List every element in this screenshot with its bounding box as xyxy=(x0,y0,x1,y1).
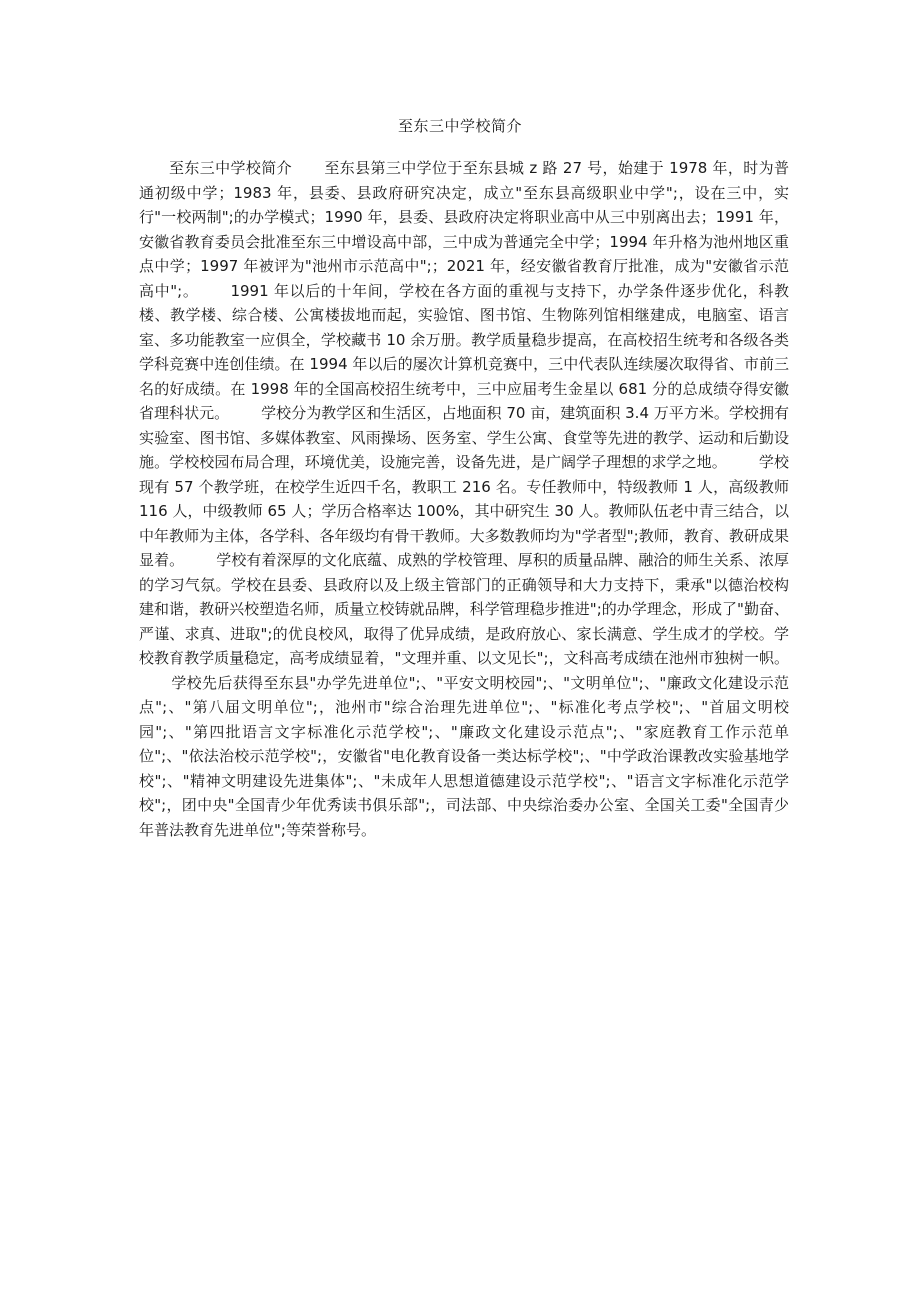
paragraph-campus: 学校分为教学区和生活区，占地面积 70 亩，建筑面积 3.4 万平方米。学校拥有实验室、图书馆、多媒体教室、风雨操场、医务室、学生公寓、食堂等先进的教学、运动和后勤设施。学校校园布局合理，环境优美，设施完善，设备先进，是广阔学子理想的求学之地。 xyxy=(139,404,789,471)
paragraph-development: 1991 年以后的十年间，学校在各方面的重视与支持下，办学条件逐步优化，科教楼、教学楼、综合楼、公寓楼拔地而起，实验馆、图书馆、生物陈列馆相继建成，电脑室、语言室、多功能教室一应俱全，学校藏书 10 余万册。教学质量稳步提高，在高校招生统考和各级各类学科竞赛中连创佳绩。在 1994 年以后的屡次计算机竞赛中，三中代表队连续屡次取得省、市前三名的好成绩。在 1998 年的全国高校招生统考中，三中应届考生金星以 681 分的总成绩夺得安徽省理科状元。 xyxy=(139,281,789,422)
paragraph-culture: 学校有着深厚的文化底蕴、成熟的学校管理、厚积的质量品牌、融洽的师生关系、浓厚的学习气氛。学校在县委、县政府以及上级主管部门的正确领导和大力支持下，秉承"以德治校构建和谐，教研兴校塑造名师，质量立校铸就品牌，科学管理稳步推进";的办学理念，形成了"勤奋、严谨、求真、进取";的优良校风，取得了优异成绩，是政府放心、家长满意、学生成才的学校。学校教育教学质量稳定，高考成绩显着，"文理并重、以文见长";，文科高考成绩在池州市独树一帜。 xyxy=(139,551,789,667)
intro-heading: 至东三中学校简介 xyxy=(169,159,292,177)
document-title: 至东三中学校简介 xyxy=(397,117,522,135)
paragraph-staff: 学校现有 57 个教学班，在校学生近四千名，教职工 216 名。专任教师中，特级教师 1 人，高级教师 116 人，中级教师 65 人；学历合格率达 100%，其中研究生 30 人。教师队伍老中青三结合，以中年教师为主体，各学科、各年级均有骨干教师。大多数教师均为"学者型";教师，教育、教研成果显着。 xyxy=(139,453,789,569)
paragraph-honors: 学校先后获得至东县"办学先进单位";、"平安文明校园";、"文明单位";、"廉政文化建设示范点";、"第八届文明单位";，池州市"综合治理先进单位";、"标准化考点学校";、"首届文明校园";、"第四批语言文字标准化示范学校";、"廉政文化建设示范点";、"家庭教育工作示范单位";、"依法治校示范学校";，安徽省"电化教育设备一类达标学校";、"中学政治课教改实验基地学校";、"精神文明建设先进集体";、"未成年人思想道德建设示范学校";、"语言文字标准化示范学校";，团中央"全国青少年优秀读书俱乐部";，司法部、中央综治委办公室、全国关工委"全国青少年普法教育先进单位";等荣誉称号。 xyxy=(139,673,789,839)
document-body xyxy=(139,156,789,842)
paragraph-history: 至东县第三中学位于至东县城 z 路 27 号，始建于 1978 年，时为普通初级中学；1983 年，县委、县政府研究决定，成立"至东县高级职业中学";，设在三中，实行"一校两制";的办学模式；1990 年，县委、县政府决定将职业高中从三中别离出去；1991 年，安徽省教育委员会批准至东三中增设高中部，三中成为普通完全中学；1994 年升格为池州地区重点中学；1997 年被评为"池州市示范高中";；2021 年，经安徽省教育厅批准，成为"安徽省示范高中";。 xyxy=(139,159,789,300)
